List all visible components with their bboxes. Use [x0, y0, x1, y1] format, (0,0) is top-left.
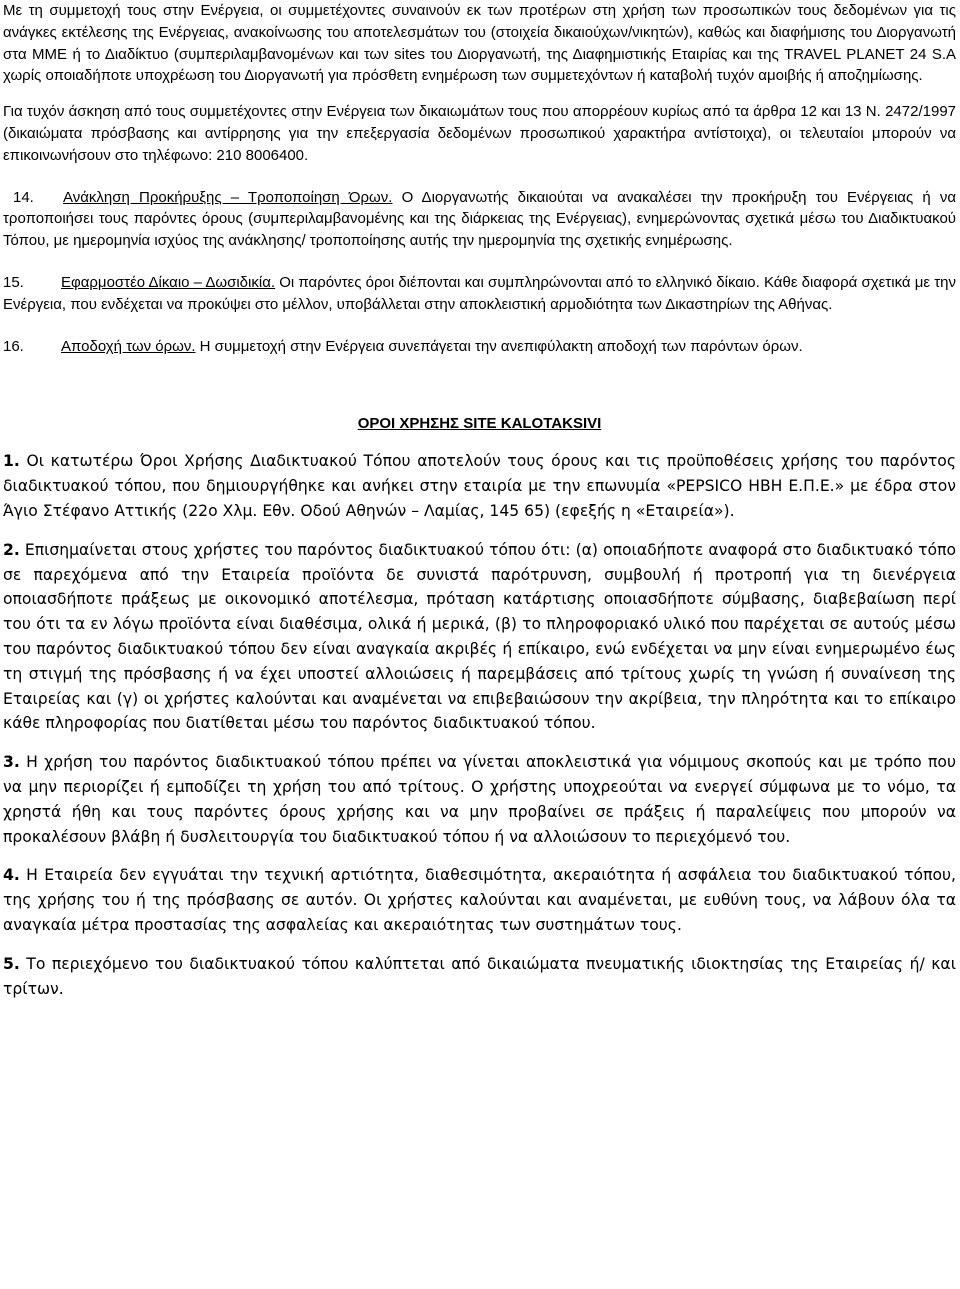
term-3-body: Η χρήση του παρόντος διαδικτυακού τόπου πρέπει να γίνεται αποκλειστικά για νόμιμους σκοπούς και με τρόπο που να μην περιορίζει ή εμποδίζει τη χρήση του από τρίτους. Ο χρήστης υποχρεούται να ενεργεί σύμφωνα με το νόμο, τα χρηστά ήθη και τους παρόντες όρους χρήσης και να μην προβαίνει σε πράξεις ή παραλείψεις που μπορούν να προκαλέσουν βλάβη ή δυσλειτουργία του διαδικτυακού τόπου ή να αλλοιώσουν το περιεχόμενό του.: [3, 753, 956, 846]
term-2-number: 2.: [3, 540, 20, 559]
section-15-number: 15.: [3, 273, 24, 291]
terms-title: ΟΡΟΙ ΧΡΗΣΗΣ SITE KALOTAKSIVI: [357, 415, 602, 433]
terms-section: [3, 449, 956, 1001]
term-4-body: Η Εταιρεία δεν εγγυάται την τεχνική αρτιότητα, διαθεσιμότητα, ακεραιότητα ή ασφάλεια του διαδικτυακού τόπου, της χρήσης του ή της πρόσβασης σε αυτόν. Οι χρήστες καλούνται και αναμένεται, με ευθύνη τους, να λάβουν όλα τα αναγκαία μέτρα προστασίας της ασφαλείας και ακεραιότητας των συστημάτων τους.: [3, 866, 956, 934]
term-2: [3, 538, 956, 736]
term-2-body: Επισημαίνεται στους χρήστες του παρόντος διαδικτυακού τόπου ότι: (α) οποιαδήποτε αναφορά στο διαδικτυακό τόπο σε παρεχόμενα από την Εταιρεία προϊόντα δε συνιστά παρότρυνση, συμβουλή ή προτροπή για τη διενέργεια οποιασδήποτε πράξεως με οικονομικό αποτέλεσμα, πρόταση κατάρτισης οποιασδήποτε σύμβασης, διαβεβαίωση περί του ότι τα εν λόγω προϊόντα είναι διαθέσιμα, ολικά ή μερικά, (β) το πληροφοριακό υλικό που παρέχεται σε αυτούς μέσω του παρόντος διαδικτυακού τόπου δεν είναι αναγκαία ακριβές ή επίκαιρο, ενώ ενδέχεται να μην είναι ενημερωμένο έως τη στιγμή της πρόσβασης ή να έχει υποστεί αλλοιώσεις ή παρεμβάσεις από τρίτους χωρίς τη γνώση ή συναίνεση της Εταιρείας και (γ) οι χρήστες καλούνται και αναμένεται να επιβεβαιώσουν την ακρίβεια, την πληρότητα και το επίκαιρο κάθε πληροφορίας που διατίθεται μέσω του παρόντος διαδικτυακού τόπου.: [3, 540, 956, 733]
section-14-heading: Ανάκληση Προκήρυξης – Τροποποίηση Όρων.: [63, 188, 393, 206]
section-16-body: Η συμμετοχή στην Ενέργεια συνεπάγεται την ανεπιφύλακτη αποδοχή των παρόντων όρων.: [195, 337, 803, 355]
term-4: [3, 863, 956, 937]
paragraph-data-consent: Με τη συμμετοχή τους στην Ενέργεια, οι συμμετέχοντες συναινούν εκ των προτέρων στη χρήση των προσωπικών τους δεδομένων για τις ανάγκες εκτέλεσης της Ενέργειας, ανακοίνωσης του αποτελεσμάτων του (στοιχεία δικαιούχων/νικητών), καθώς και διαφήμισης του Διοργανωτή στα ΜΜΕ ή το Διαδίκτυο (συμπεριλαμβανομένων και των sites του Διοργανωτή, της Διαφημιστικής Εταιρίας και της TRAVEL PLANET 24 S.A χωρίς οποιαδήποτε υποχρέωση του Διοργανωτή για πρόσθετη ενημέρωση των συμμετεχόντων ή καταβολή τυχόν αμοιβής ή αποζημίωσης.: [3, 2, 956, 85]
term-3-number: 3.: [3, 753, 20, 772]
term-5: [3, 952, 956, 1002]
section-14-number: 14.: [13, 188, 34, 206]
upper-section: [3, 0, 956, 357]
section-16-number: 16.: [3, 337, 24, 355]
term-1-body: Οι κατωτέρω Όροι Χρήσης Διαδικτυακού Τόπου αποτελούν τους όρους και τις προϋποθέσεις χρήσης του παρόντος διαδικτυακού τόπου, που δημιουργήθηκε και ανήκει στην εταιρία με την επωνυμία «PEPSICO ΗΒΗ Ε.Π.Ε.» με έδρα στον Άγιο Στέφανο Αττικής (22ο Χλμ. Εθν. Οδού Αθηνών – Λαμίας, 145 65) (εφεξής η «Εταιρεία»).: [3, 452, 956, 520]
term-3: [3, 750, 956, 849]
term-5-number: 5.: [3, 954, 20, 973]
section-16: [3, 336, 956, 358]
term-4-number: 4.: [3, 866, 20, 885]
section-16-heading: Αποδοχή των όρων.: [61, 337, 196, 355]
term-1: [3, 449, 956, 523]
term-5-body: Το περιεχόμενο του διαδικτυακού τόπου καλύπτεται από δικαιώματα πνευματικής ιδιοκτησίας της Εταιρείας ή/ και τρίτων.: [3, 954, 956, 998]
section-15-body: Οι παρόντες όροι διέπονται και συμπληρώνονται από το ελληνικό δίκαιο. Κάθε διαφορά σχετικά με την Ενέργεια, που ενδέχεται να προκύψει στο μέλλον, υποβάλλεται στην αποκλειστική αρμοδιότητα των Δικαστηρίων της Αθήνας.: [3, 273, 957, 313]
term-1-number: 1.: [3, 452, 20, 471]
section-14-body: Ο Διοργανωτής δικαιούται να ανακαλέσει την προκήρυξη του Ενέργειας ή να τροποποιήσει τους παρόντες όρους (συμπεριλαμβανομένης και της διάρκειας της Ενέργειας), ενημερώνοντας σχετικά μέσω του Διαδικτυακού Τόπου, με ημερομηνία ισχύος της ανάκλησης/ τροποποίησης αυτής την ημερομηνία της σχετικής ενημέρωσης.: [3, 188, 956, 250]
section-15-heading: Εφαρμοστέο Δίκαιο – Δωσιδικία.: [61, 273, 276, 291]
paragraph-rights: Για τυχόν άσκηση από τους συμμετέχοντες στην Ενέργεια των δικαιωμάτων τους που απορρέουν κυρίως από τα άρθρα 12 και 13 Ν. 2472/1997 (δικαιώματα πρόσβασης και αντίρρησης για την επεξεργασία δεδομένων προσωπικού χαρακτήρα αντίστοιχα), οι τελευταίοι μπορούν να επικοινωνήσουν στο τηλέφωνο: 210 8006400.: [3, 103, 956, 164]
section-14: [3, 187, 956, 252]
section-15: [3, 272, 956, 316]
